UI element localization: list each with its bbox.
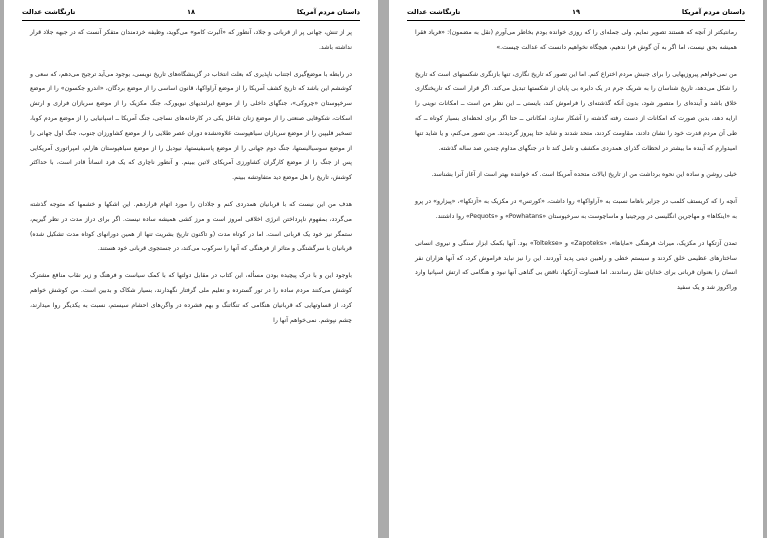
right-paragraph-5: تمدن آزتکها در مکزیک، میراث فرهنگی «مایاها»، «Zapoteks» و «Toltekse» بود. آنها بکمک ابزار سنگی و نیروی انسانی ساختارهای عظیمی خلق کردند و سیستم خطی و راهبین دینی پدید آوردند. این را نیز نباید فراموش کرد، که آنها هزاران نفر انسان را بعنوان قربانی برای خدایان نقل رساندند. اما قساوت آزتکها، ناقض بی گناهی آنها نبود و هنگامی که ارتش اسپانیا وارد وراکروز شد و یک سفید	[415, 239, 737, 292]
right-header-book-title: داستان مردم آمریکا	[681, 8, 745, 16]
left-paragraph-1: پر از تنش، جهانی پر از قربانی و جلاد، آنطور که «آلبرت کامو» می‌گوید، وظیفه خردمندان متفکر آنست که در جبهه جلاد قرار نداشته باشد.	[30, 29, 352, 51]
left-page-header	[22, 6, 360, 21]
left-header-page-number: ۱۸	[186, 8, 196, 16]
right-page-header	[407, 6, 745, 21]
left-paragraph-2: در رابطه با موضع‌گیری اجتناب ناپذیری که بعلت انتخاب در گزینشگاه‌های تاریخ نویسی، بوجود می‌آید ترجیح می‌دهم، که سعی و کوششم این باشد که تاریخ کشف آمریکا را از موضع آراواکها، قانون اساسی را از موضع بردگان، «اندرو جکسون» را از موضع سرخپوستان «چروکی»، جنگهای داخلی را از موضع ایرلندیهای نیویورک، جنگ مکزیک را از موضع سربازان فراری و ارتش اسکات، شکوفایی صنعتی را از موضع زنان شاغل یکی در کارخانه‌های نساجی، جنگ آمریکا ــ اسپانیایی را از موضع مردم کوبا، تسخیر فلیپین را از موضع سربازان سیاهپوست علاوه‌نشده دوران عصر طلایی را از موضع کشاورزان جنوب، جنگ اول جهانی را از موضع سوسیالیستها، جنگ دوم جهانی را از موضع پاسیفیستها، نیودیل را از موضع سیاهپوستان هارلم، امپراتوری آمریکایی پس از جنگ را از موضع کارگران کشاورزی آمریکای لاتین ببینم. و آنطور ناچاری که یک فرد انسانأ قادر است، با حداکثر کوشش، تاریخ را هل موضع دید متفاوتشه ببینم.	[30, 70, 352, 182]
right-paragraph-4: آنچه را که کریستف کلمب در جزایر باهاما نسبت به «آراواکها» روا داشت، «کورتس» در مکزیک به «آزتکها»، «پیزارو» در پرو به «اینکاها» و مهاجرین انگلیسی در ویرجینیا و ماساچوست به سرخپوستان «Powhatans» و «Pequots» روا داشتند.	[415, 198, 737, 220]
left-header-chapter-title: تارنگاشت عدالت	[22, 8, 76, 16]
right-paragraph-3: خیلی روشن و ساده این نحوه برداشت من از تاریخ ایالات متحده آمریکا است. که خواننده بهتر است از آغاز آنرا بشناسد.	[431, 171, 737, 179]
right-paragraph-2: من نمی‌خواهم پیروزیهایی را برای جنبش مردم اختراع کنم. اما این تصور که تاریخ نگاری، تنها بازنگری شکستهای است که تاریخ را شکل می‌دهد، تاریخ شناسان را به شریک جرم در یک دایره بی پایان از شکستها تبدیل می‌کند. اگر قرار است که تاریخنگاری خلاق باشد و آینده‌ای را متصور شود، بدون آنکه گذشته‌ای را فراموش کند، بایستی ــ این نظر من است ــ امکانات نوینی را ارایه دهد، بدین صورت که امکانات از دست رفته گذشته را آشکار سازد، امکاناتی ــ حتا اگر برای لحظه‌ای بسیار کوتاه ــ که طی آن مردم قدرت خود را نشان دادند، مقاومت کردند، متحد شدند و شاید حتا پیروز گردیدند. من تصور می‌کنم، و یا شاید تنها امیدوارم که آینده ما بیشتر در لحظات گذرای همدردی مکشف و تامل کند تا در جنگهای مداوم چندین صد ساله گذشته.	[415, 70, 737, 152]
right-header-chapter-title: تارنگاشت عدالت	[407, 8, 461, 16]
right-page	[389, 0, 763, 538]
right-header-page-number: ۱۹	[571, 8, 581, 16]
left-page	[4, 0, 378, 538]
right-page-body	[415, 26, 737, 308]
left-paragraph-4: باوجود این و با درک پیچیده بودن مسأله، این کتاب در مقابل دولتها که با کمک سیاست و فرهنگ و زیر نقاب منافع مشترک کوشش می‌کنند مردم ساده را در تور گسترده و تعلیم ملی گرفتار نگهدارند، بسیار شکاک و بدبین است. من کوشش خواهم کرد، از قساوتهایی که قربانیان هنگامی که تنگاتنگ و بهم فشرده در واگن‌های احشام سیستم، نسبت به یکدیگر روا میدارند، چشم نپوشم. نمی‌خواهم آنها را	[30, 272, 352, 324]
right-paragraph-1: رمانتیکتر از آنچه که هستند تصویر نمایم. ولی جمله‌ای را که روزی خوانده بودم بخاطر می‌آورم (نقل به مضمون): «فریاد فقرا همیشه بحق نیست، اما اگر به آن گوش فرا ندهیم، هیچگاه نخواهیم دانست که عدالت چیست.»	[415, 29, 737, 51]
left-paragraph-3: هدف من این نیست که با قربانیان همدردی کنم و جلادان را مورد اتهام قراردهم. این اشکها و خشمها که متوجه گذشته می‌گردد، بمفهوم ناپرداختن انرژی اخلاقی امروز است و مرز کشی همیشه ساده نیست. اگر برای دراز مدت در نظر گیریم، ستمگر نیز خود یک قربانی است. اما در کوتاه مدت (و تاکنون تاریخ بشریت تنها از همین دورانهای کوتاه مدت تشکیل شده) قربانیان با سرگشتگی و متاثر از فرهنگی که آنها را سرکوب می‌کند، در جستجوی قربانی خود هستند.	[30, 200, 352, 253]
left-header-book-title: داستان مردم آمریکا	[296, 8, 360, 16]
left-page-body	[30, 26, 352, 340]
